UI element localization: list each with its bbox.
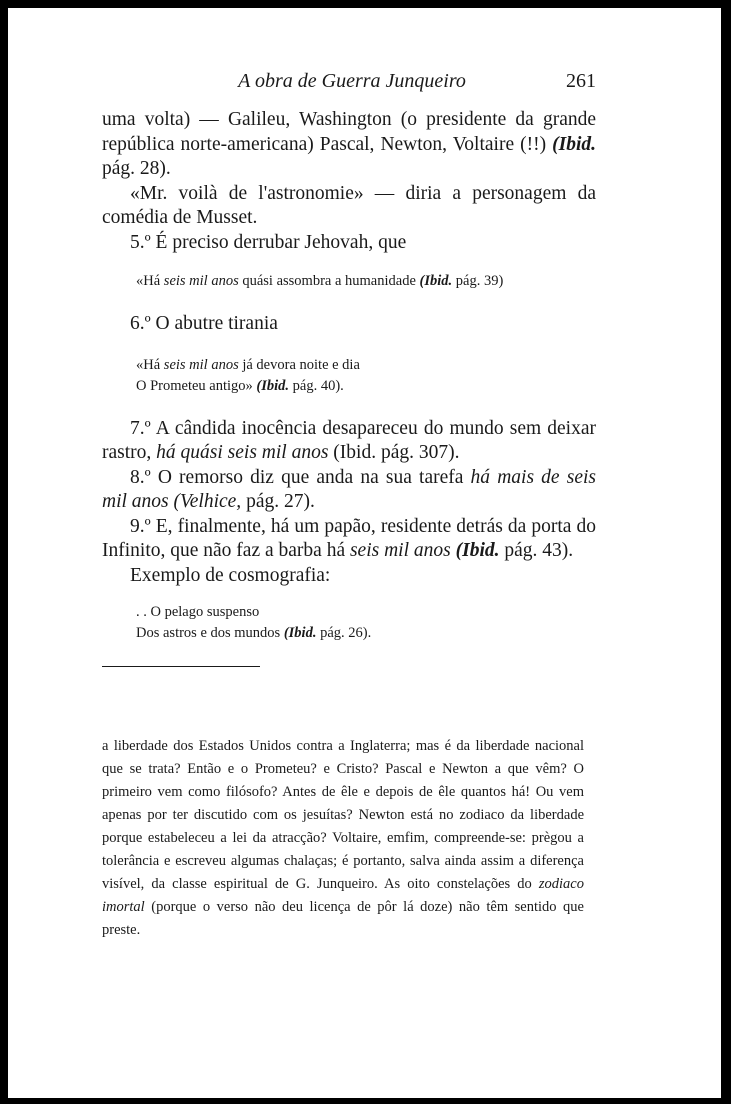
- quote-item-6-line-2: O Prometeu antigo» (Ibid. pág. 40).: [136, 377, 344, 394]
- item-9: 9.º E, finalmente, há um papão, residente detrás da porta do Infinito, que não faz a barba há seis mil anos (Ibid. pág. 43).: [102, 515, 596, 561]
- main-text: [102, 108, 596, 667]
- footnote-text: a liberdade dos Estados Unidos contra a Inglaterra; mas é da liberdade nacional que se trata? Então e o Prometeu? e Cristo? Pascal e Newton a que vêm? O primeiro vem como filósofo? Antes de êle e depois de êle quantos há! Ou vem apenas por ter discutido com os jesuítas? Newton está no zodiaco da liberdade porque estabeleceu a lei da atracção? Voltaire, emfim, compreende-se: prègou a tolerância e escreveu algumas chalaças; é portanto, salva ainda assim a diferença visível, da classe espiritual de G. Junqueiro. As oito constelações do zodiaco imortal (porque o verso não deu licença de pôr lá doze) não têm sentido que preste.: [102, 738, 584, 938]
- paragraph-astronomie: «Mr. voilà de l'astronomie» — diria a personagem da comédia de Musset.: [102, 182, 596, 228]
- footnote-divider: [102, 666, 260, 667]
- item-6: 6.º O abutre tirania: [130, 313, 278, 334]
- quote-item-6-line-1: «Há seis mil anos já devora noite e dia: [136, 356, 360, 373]
- page-number: 261: [566, 70, 596, 92]
- quote-cosmography-line-2: Dos astros e dos mundos (Ibid. pág. 26).: [136, 625, 372, 641]
- quote-item-6: [102, 355, 596, 397]
- quote-cosmography-line-1: . . O pelago suspenso: [136, 604, 260, 620]
- running-title: A obra de Guerra Junqueiro: [238, 70, 466, 92]
- running-header: [108, 70, 596, 98]
- book-page: [8, 8, 721, 1098]
- paragraph-galileu: uma volta) — Galileu, Washington (o presidente da grande república norte-americana) Pascal, Newton, Voltaire (!!) (Ibid. pág. 28).: [102, 109, 596, 179]
- quote-cosmography: [102, 602, 596, 644]
- footnote: [102, 735, 584, 942]
- item-8: 8.º O remorso diz que anda na sua tarefa há mais de seis mil anos (Velhice, pág. 27).: [102, 466, 596, 512]
- quote-item-5: «Há seis mil anos quási assombra a humanidade (Ibid. pág. 39): [136, 273, 504, 289]
- cosmography-heading: Exemplo de cosmografia:: [130, 564, 331, 586]
- item-5: 5.º É preciso derrubar Jehovah, que: [130, 231, 407, 253]
- item-7: 7.º A cândida inocência desapareceu do mundo sem deixar rastro, há quási seis mil anos (Ibid. pág. 307).: [102, 417, 596, 463]
